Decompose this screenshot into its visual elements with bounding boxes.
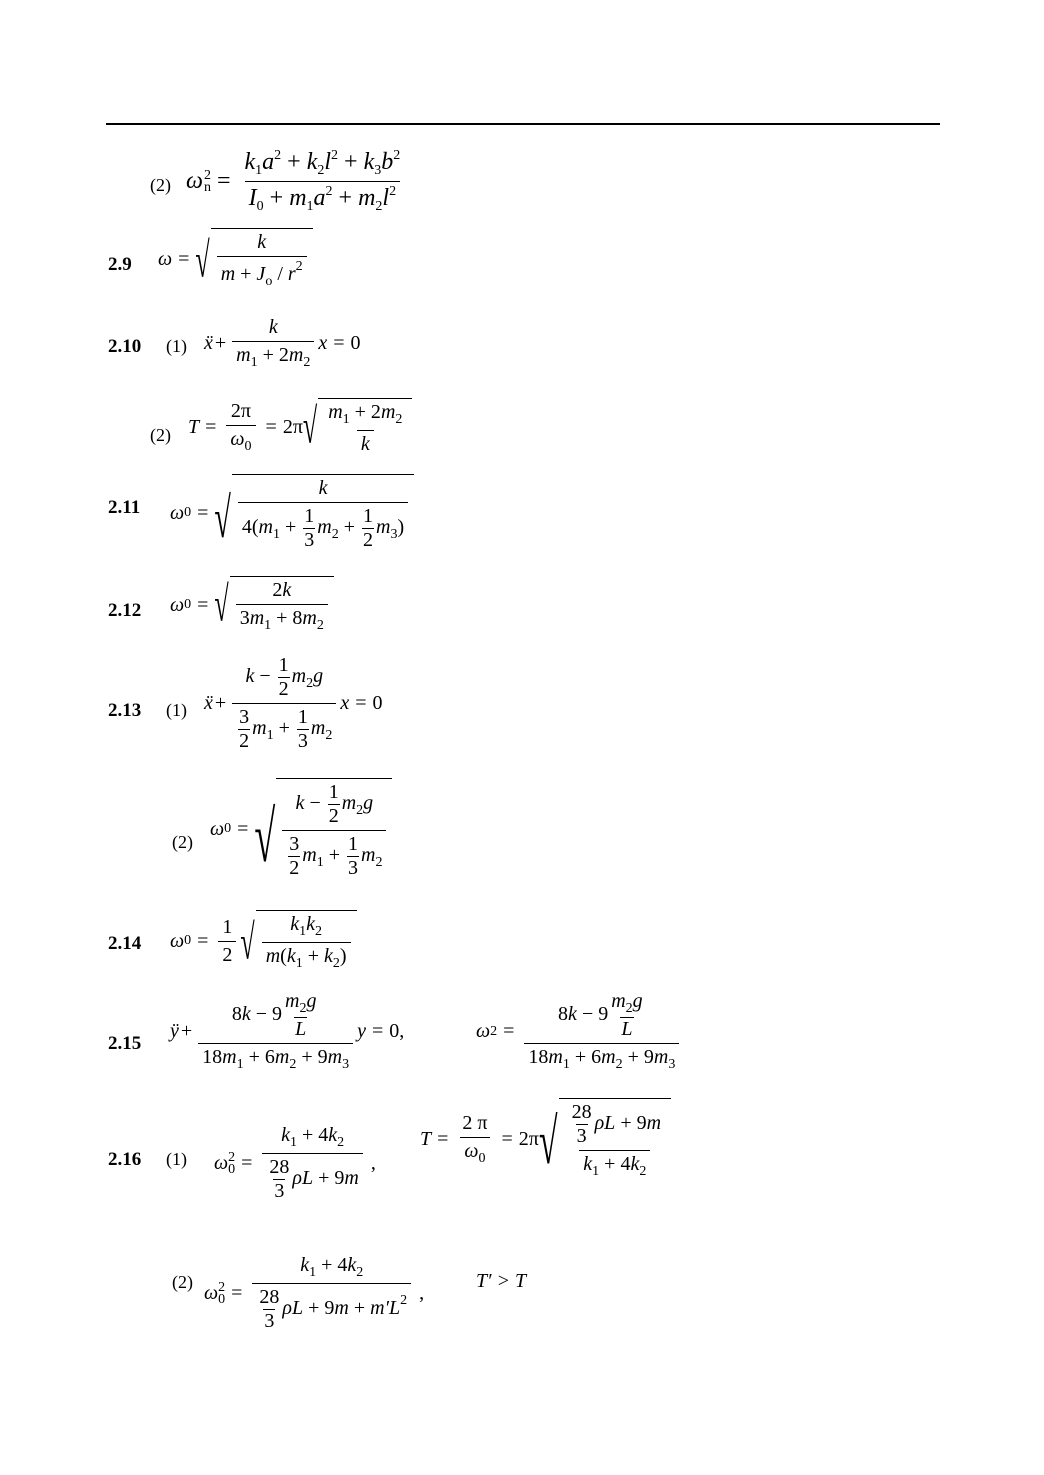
problem-label-2-15: 2.15 [108, 1033, 142, 1054]
equation-2-12: ω 0 = √ $\frac{2k}{3m_1 + 8m_2}$ [170, 576, 334, 634]
equation-2-13-1: ẍ + k − $\frac{1}{2}$ $m_2g$ $\frac{3}{2}$ $m_1$ + $\frac{1}{3}$ $m_2$ x = 0 [204, 654, 383, 752]
comparison-statement: T′ > T [476, 1270, 527, 1292]
equation-omega-n: ω 2 n = $\frac{k_1a^2 + k_2l^2 + k_3b^2}{I_0 + m_1a^2 + m_2l^2}$ [186, 148, 401, 214]
equation-2-16-1-omega: ω 2 0 = $k_1 + 4k_2$ $\frac{28}{3}$ ρL + 9m , [214, 1124, 376, 1202]
equation-2-16-2-omega: ω 2 0 = $k_1 + 4k_2$ $\frac{28}{3}$ $\rho L + 9m + m'L^2$ , [204, 1254, 425, 1332]
equation-2-15-omega: ω 2 = 8k − 9 $\frac{m_2g}{L}$ $18m_1 + 6m_2 + 9m_3$ [476, 990, 683, 1073]
part-label: (2) [150, 175, 171, 195]
equation-2-14: ω 0 = $\frac{1}{2}$ √ $\frac{k_1k_2}{m(k_1 + k_2)}$ [170, 910, 357, 972]
equation-2-11: ω 0 = √ k $4(m_1$ + $\frac{1}{3}$ $m_2$ + $\frac{1}{2}$ $m_3$) [170, 474, 414, 552]
equation-2-15-motion: ÿ + 8k − 9 $\frac{m_2g}{L}$ $18m_1 + 6m_2 + 9m_3$ y = 0, [170, 990, 405, 1072]
part-label: (1) [166, 336, 187, 356]
equation-2-9: ω = √ $\frac{k}{m + J_o / r^2}$ [158, 228, 313, 290]
equation-2-10-1: ẍ + $\frac{k}{m_1 + 2m_2}$ x = 0 [204, 316, 361, 370]
part-label: (1) [166, 700, 187, 720]
problem-label-2-16: 2.16 [108, 1149, 142, 1170]
part-label: (1) [166, 1149, 187, 1169]
problem-label-2-12: 2.12 [108, 600, 142, 621]
problem-label-2-14: 2.14 [108, 933, 142, 954]
header-rule [106, 123, 940, 125]
problem-label-2-10: 2.10 [108, 336, 142, 357]
equation-2-13-2: ω 0 = √ k − $\frac{1}{2}$ $m_2g$ $\frac{3}{2}$ $m_1$ + $\frac{1}{3}$ $m_2$ [210, 778, 392, 880]
equation-2-16-1-period: T = $\frac{2 \pi}{\omega_0}$ = 2π √ $\frac{28}{3}$ ρL + 9m $k_1 + 4k_2$ [420, 1098, 671, 1180]
part-label: (2) [172, 1272, 193, 1292]
problem-label-2-13: 2.13 [108, 700, 142, 721]
part-label: (2) [172, 832, 193, 852]
part-label: (2) [150, 425, 171, 445]
problem-label-2-9: 2.9 [108, 254, 132, 275]
equation-2-10-2: T = $\frac{2\pi}{\omega_0}$ = 2π √ $\frac{m_1 + 2m_2}{k}$ [188, 398, 412, 456]
problem-label-2-11: 2.11 [108, 497, 141, 518]
